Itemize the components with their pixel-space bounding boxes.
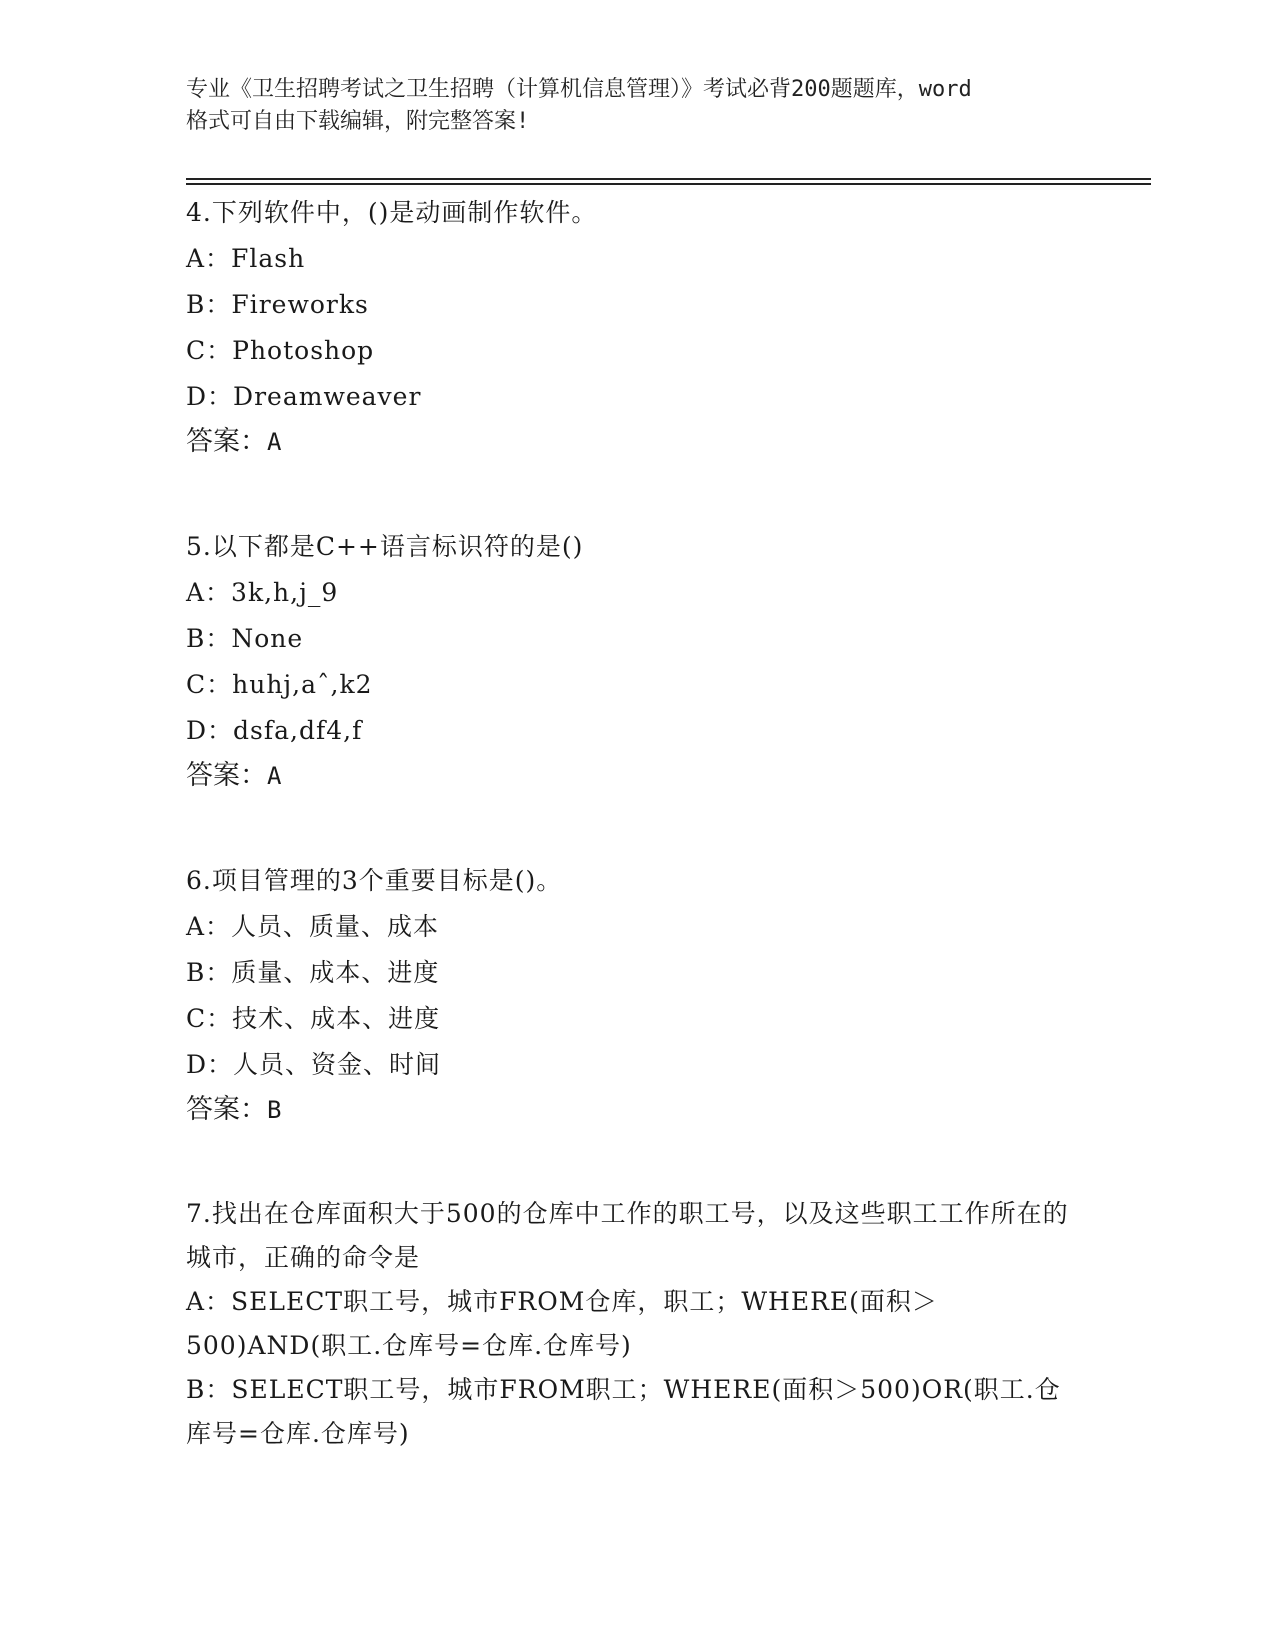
answer-value: A	[267, 428, 282, 456]
question-4	[186, 190, 1086, 464]
option-b: B：Fireworks	[186, 290, 369, 319]
option-a: A：SELECT职工号，城市FROM仓库，职工；WHERE(面积＞500)AND(职工.仓库号=仓库.仓库号)	[186, 1287, 938, 1360]
option-c: C：Photoshop	[186, 336, 375, 365]
answer-line	[186, 754, 1086, 798]
question-list	[186, 190, 1086, 1516]
header-line-2: 格式可自由下载编辑，附完整答案!	[186, 109, 530, 134]
option-c: C：huhj,aˆ,k2	[186, 670, 373, 699]
option-d: D：人员、资金、时间	[186, 1050, 442, 1079]
option-b: B：质量、成本、进度	[186, 958, 440, 987]
header-divider-bottom	[186, 183, 1151, 185]
question-6	[186, 858, 1086, 1132]
question-7	[186, 1192, 1086, 1456]
option-a: A：Flash	[186, 244, 306, 273]
answer-value: B	[267, 1096, 282, 1124]
answer-label: 答案：	[186, 760, 267, 791]
option-a: A：人员、质量、成本	[186, 912, 440, 941]
option-b: B：None	[186, 624, 304, 653]
answer-label: 答案：	[186, 1094, 267, 1125]
header-divider-top	[186, 178, 1151, 180]
answer-line	[186, 420, 1086, 464]
question-title: 7.找出在仓库面积大于500的仓库中工作的职工号，以及这些职工工作所在的城市，正确的命令是	[186, 1199, 1069, 1272]
option-d: D：Dreamweaver	[186, 382, 422, 411]
question-title: 5.以下都是C++语言标识符的是()	[186, 532, 584, 561]
header-line-1: 专业《卫生招聘考试之卫生招聘（计算机信息管理）》考试必背200题题库，word	[186, 77, 972, 102]
document-header	[186, 74, 1086, 138]
answer-line	[186, 1088, 1086, 1132]
option-a: A：3k,h,j_9	[186, 578, 339, 607]
option-b: B：SELECT职工号，城市FROM职工；WHERE(面积＞500)OR(职工.仓库号=仓库.仓库号)	[186, 1375, 1061, 1448]
answer-value: A	[267, 762, 282, 790]
question-5	[186, 524, 1086, 798]
question-title: 4.下列软件中，()是动画制作软件。	[186, 198, 598, 227]
question-title: 6.项目管理的3个重要目标是()。	[186, 866, 563, 895]
answer-label: 答案：	[186, 426, 267, 457]
option-c: C：技术、成本、进度	[186, 1004, 441, 1033]
option-d: D：dsfa,df4,f	[186, 716, 363, 745]
